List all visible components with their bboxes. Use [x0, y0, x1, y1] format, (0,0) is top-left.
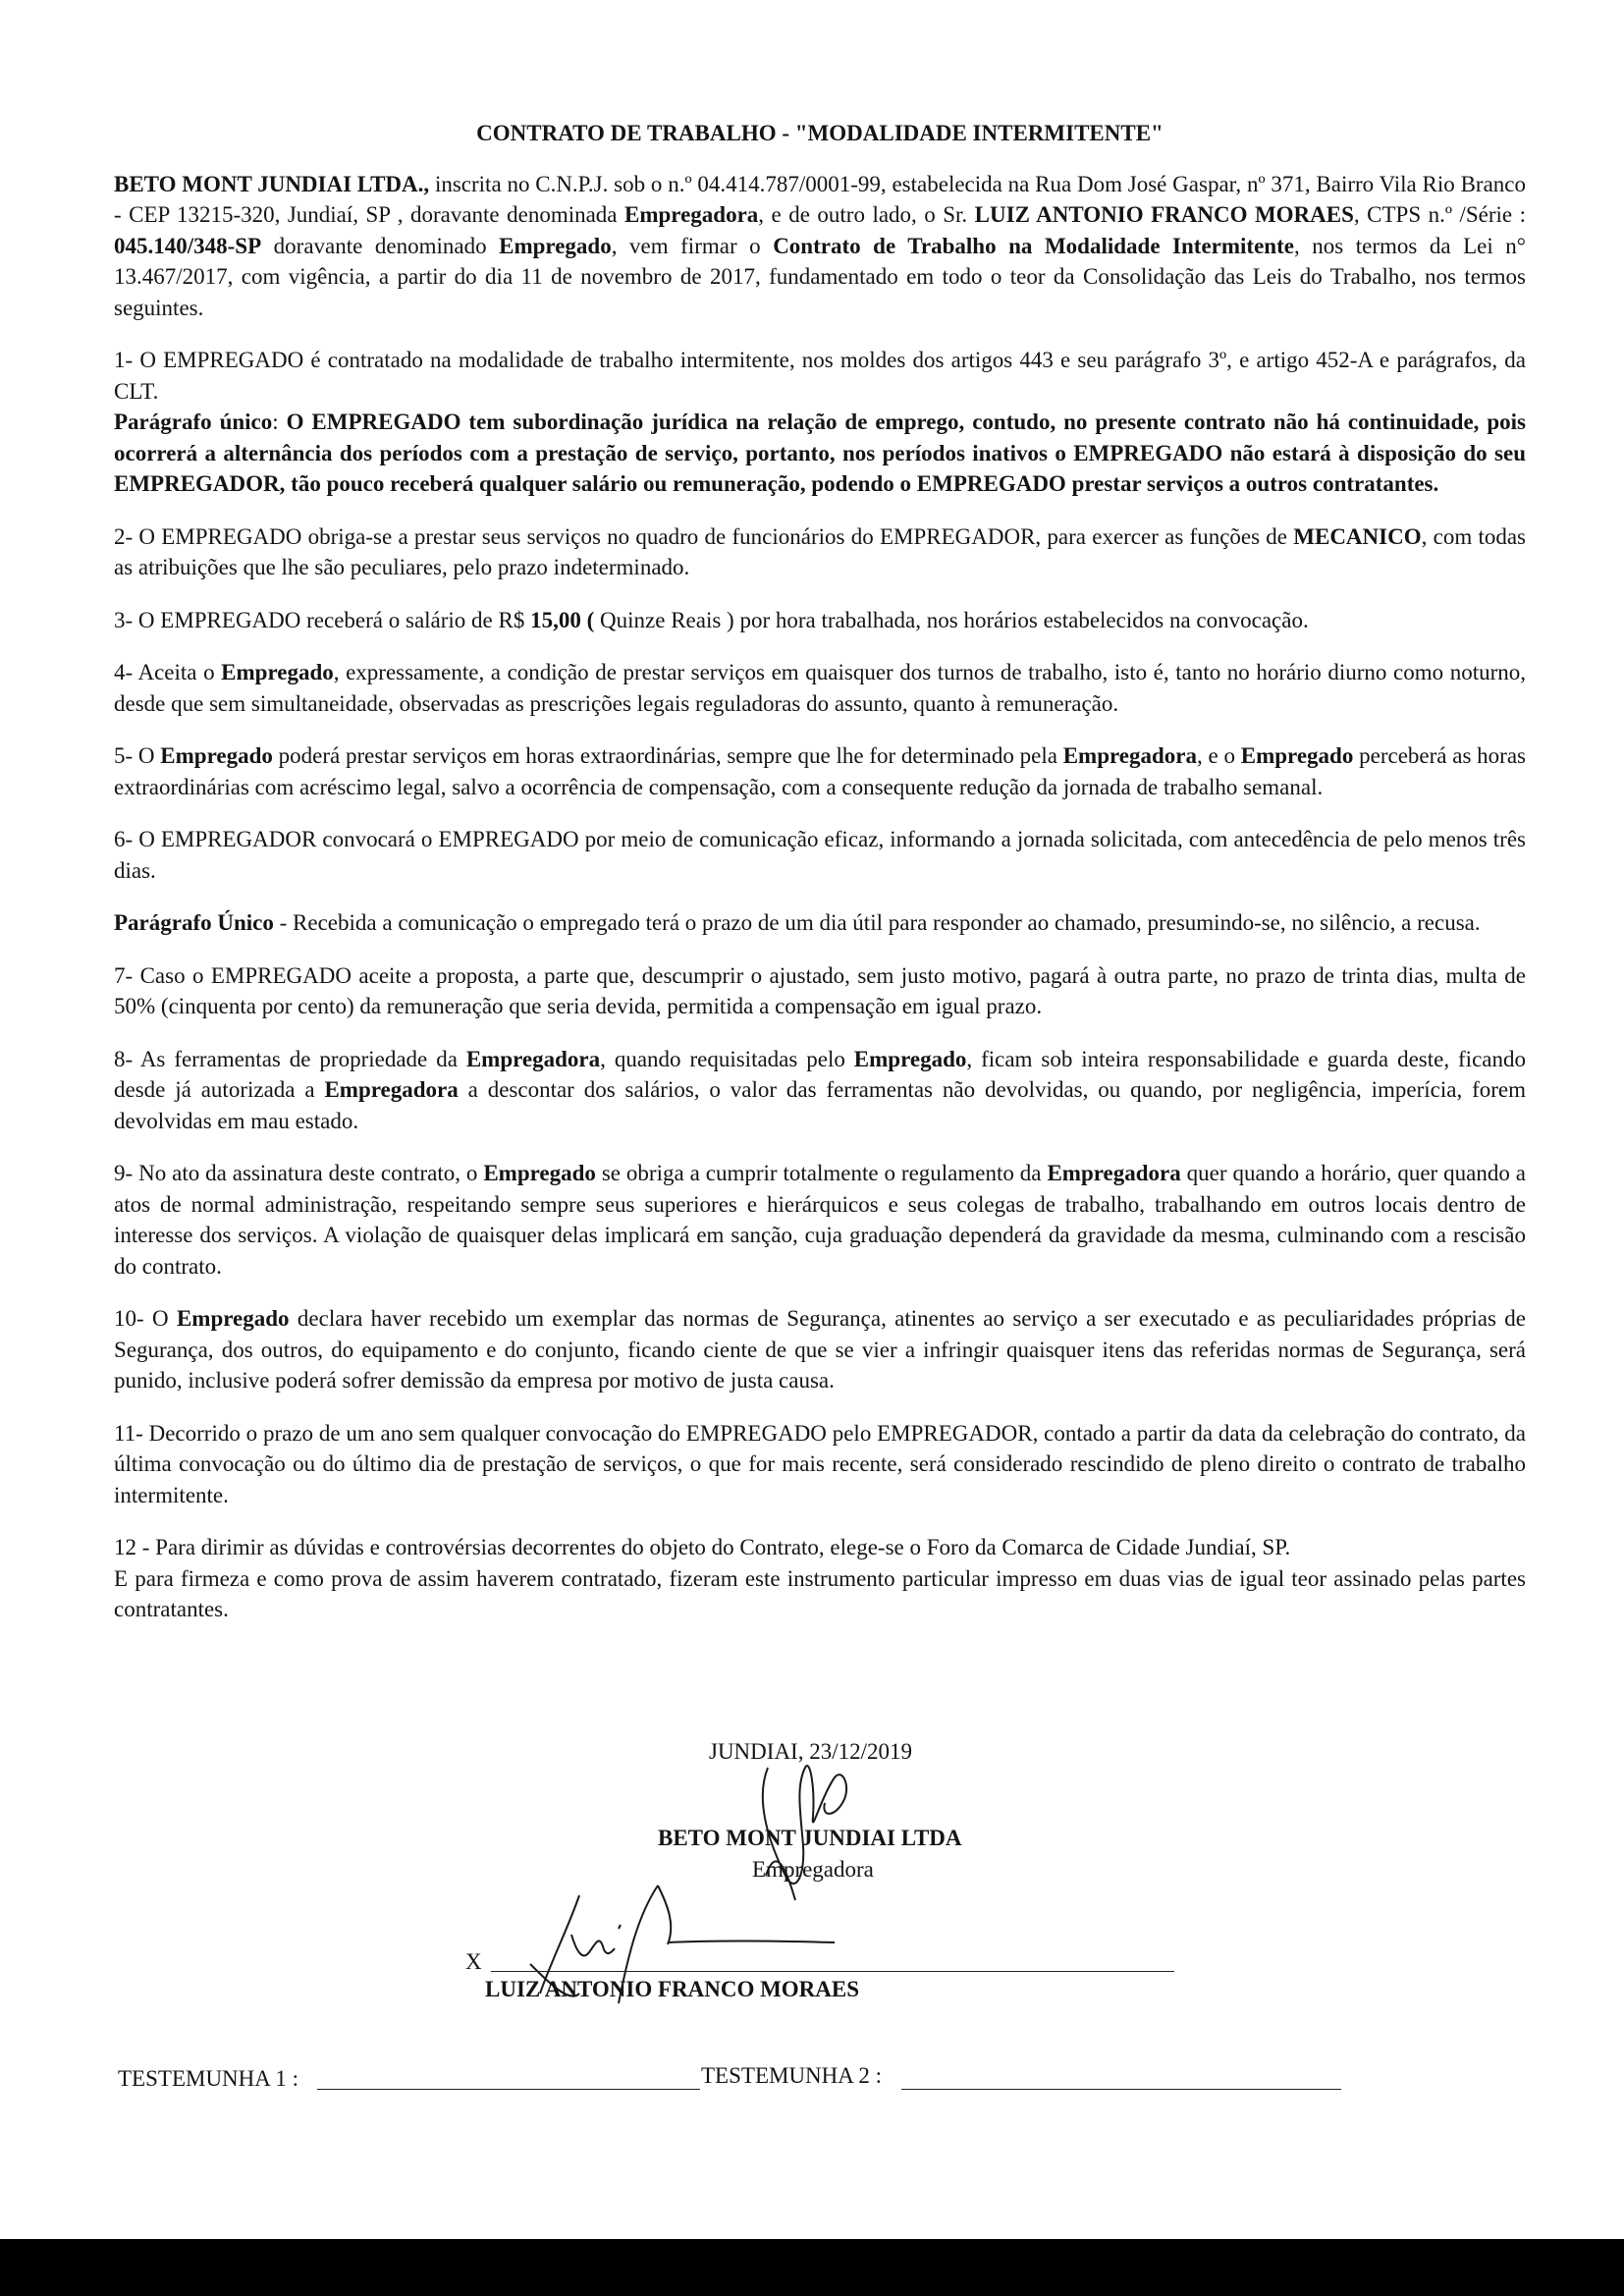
clause-4: 4- Aceita o Empregado, expressamente, a condição de prestar serviços em quaisquer dos turnos de trabalho, isto é, tanto no horário diurno como noturno, desde que sem simultaneidade, observadas as prescrições legais reguladoras do assunto, quanto à remuneração. — [114, 660, 1526, 716]
clause-12: 12 - Para dirimir as dúvidas e controvérsias decorrentes do objeto do Contrato, elege-se o Foro da Comarca de Cidade Jundiaí, SP. — [114, 1535, 1291, 1559]
employer-role: Empregadora — [752, 1857, 874, 1882]
employee-name-signature: LUIZ ANTONIO FRANCO MORAES — [485, 1977, 860, 2001]
contract-document — [114, 118, 1526, 1625]
employee-name: LUIZ ANTONIO FRANCO MORAES — [974, 202, 1354, 227]
contract-type: Contrato de Trabalho na Modalidade Intermitente — [773, 233, 1294, 258]
clause-6-sole-paragraph: Parágrafo Único - Recebida a comunicação o empregado terá o prazo de um dia útil para responder ao chamado, presumindo-se, no silêncio, a recusa. — [114, 910, 1481, 935]
closing-statement: E para firmeza e como prova de assim haverem contratado, fizeram este instrumento particular impresso em duas vias de igual teor assinado pelas partes contratantes. — [114, 1565, 1526, 1621]
x-mark: X — [465, 1949, 482, 1974]
document-title: CONTRATO DE TRABALHO - "MODALIDADE INTERMITENTE" — [476, 121, 1164, 145]
scan-bottom-edge — [0, 2239, 1624, 2296]
clause-8: 8- As ferramentas de propriedade da Empregadora, quando requisitadas pelo Empregado, ficam sob inteira responsabilidade e guarda deste, ficando desde já autorizada a Empregadora a descontar dos salários, o valor das ferramentas não devolvidas, ou quando, por negligência, imperícia, forem devolvidas em mau estado. — [114, 1046, 1526, 1133]
clause-5: 5- O Empregado poderá prestar serviços em horas extraordinárias, sempre que lhe for determinado pela Empregadora, e o Empregado perceberá as horas extraordinárias com acréscimo legal, salvo a ocorrência de compensação, com a consequente redução da jornada de trabalho semanal. — [114, 743, 1526, 799]
place-date: JUNDIAI, 23/12/2019 — [709, 1739, 912, 1764]
job-role: MECANICO — [1293, 523, 1422, 549]
clause-10: 10- O Empregado declara haver recebido um exemplar das normas de Segurança, atinentes ao serviço a ser executado e as peculiaridades próprias de Segurança, dos outros, do equipamento e do conjunto, ficando ciente de que se vier a infringir quaisquer itens das referidas normas de Segurança, será punido, inclusive poderá sofrer demissão da empresa por motivo de justa causa. — [114, 1306, 1526, 1393]
clause-1: 1- O EMPREGADO é contratado na modalidade de trabalho intermitente, nos moldes dos artigos 443 e seu parágrafo 3º, e artigo 452-A e parágrafos, da CLT. — [114, 348, 1526, 404]
witness-1-label: TESTEMUNHA 1 : — [118, 2066, 298, 2091]
employee-signature-line — [491, 1971, 1174, 1972]
hourly-wage: 15,00 — [530, 607, 581, 632]
clause-1-sole-paragraph: Parágrafo único: O EMPREGADO tem subordinação jurídica na relação de emprego, contudo, no presente contrato não há continuidade, pois ocorrerá a alternância dos períodos com a prestação de serviço, portanto, nos períodos inativos o EMPREGADO não estará à disposição do seu EMPREGADOR, tão pouco receberá qualquer salário ou remuneração, podendo o EMPREGADO prestar serviços a outros contratantes. — [114, 410, 1526, 496]
company-name: BETO MONT JUNDIAI LTDA., — [114, 171, 430, 196]
clause-7: 7- Caso o EMPREGADO aceite a proposta, a parte que, descumprir o ajustado, sem justo motivo, pagará à outra parte, no prazo de trinta dias, multa de 50% (cinquenta por cento) da remuneração que seria devida, permitida a compensação em igual prazo. — [114, 962, 1526, 1018]
intro-paragraph: BETO MONT JUNDIAI LTDA., inscrita no C.N.P.J. sob o n.º 04.414.787/0001-99, estabelecida na Rua Dom José Gaspar, nº 371, Bairro Vila Rio Branco - CEP 13215-320, Jundiaí, SP , doravante denominada Empregadora, e de outro lado, o Sr. LUIZ ANTONIO FRANCO MORAES, CTPS n.º /Série : 045.140/348-SP doravante denominado Empregado, vem firmar o Contrato de Trabalho na Modalidade Intermitente, nos termos da Lei n° 13.467/2017, com vigência, a partir do dia 11 de novembro de 2017, fundamentado em todo o teor da Consolidação das Leis do Trabalho, nos termos seguintes. — [114, 171, 1526, 320]
ctps-number: 045.140/348-SP — [114, 233, 262, 258]
witness-2-line — [901, 2089, 1341, 2090]
clause-9: 9- No ato da assinatura deste contrato, o Empregado se obriga a cumprir totalmente o regulamento da Empregadora quer quando a horário, quer quando a atos de normal administração, respeitando sempre seus superiores e hierárquicos e seus colegas de trabalho, trabalhando em outros locais dentro de interesse dos serviços. A violação de quaisquer delas implicará em sanção, cuja graduação dependerá da gravidade da mesma, culminando com a rescisão do contrato. — [114, 1161, 1526, 1279]
clause-11: 11- Decorrido o prazo de um ano sem qualquer convocação do EMPREGADO pelo EMPREGADOR, contado a partir da data da celebração do contrato, da última convocação ou do último dia de prestação de serviços, o que for mais recente, será considerado rescindido de pleno direito o contrato de trabalho intermitente. — [114, 1420, 1526, 1507]
employer-signature — [727, 1728, 923, 1915]
clause-3: 3- O EMPREGADO receberá o salário de R$ 15,00 ( Quinze Reais ) por hora trabalhada, nos horários estabelecidos na convocação. — [114, 607, 1309, 632]
witness-2-label: TESTEMUNHA 2 : — [701, 2063, 882, 2088]
clause-6: 6- O EMPREGADOR convocará o EMPREGADO por meio de comunicação eficaz, informando a jornada solicitada, com antecedência de pelo menos três dias. — [114, 827, 1526, 883]
employer-name: BETO MONT JUNDIAI LTDA — [658, 1826, 962, 1850]
clause-2: 2- O EMPREGADO obriga-se a prestar seus serviços no quadro de funcionários do EMPREGADOR, para exercer as funções de MECANICO, com todas as atribuições que lhe são peculiares, pelo prazo indeterminado. — [114, 523, 1526, 579]
witness-1-line — [317, 2089, 700, 2090]
employee-signature — [511, 1866, 923, 2013]
